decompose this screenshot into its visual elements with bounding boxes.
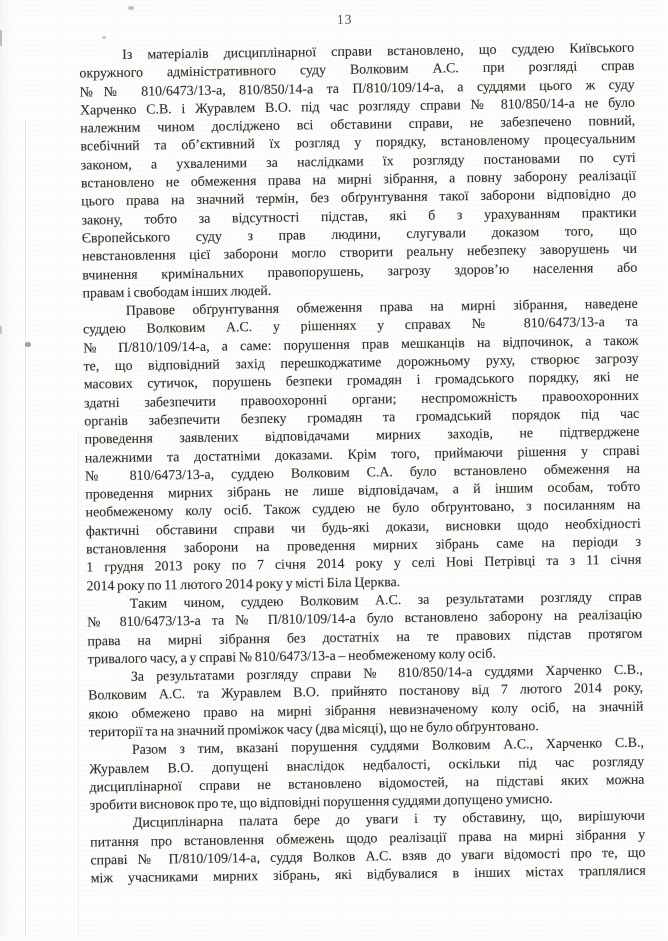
text-line: між учасниками мирних зібрань, які відбувалися в інших містах траплялися <box>90 864 646 887</box>
text-line: проведення мирних зібрань не лише відповідачам, а й іншим особам, тобто <box>85 479 641 503</box>
text-line: 1 грудня 2013 року по 7 січня 2014 року у селі Нові Петрівці та з 11 січня <box>86 553 642 576</box>
text-line: Правове обґрунтування обмеження права на мирні зібрання, наведене <box>125 296 638 320</box>
paragraph <box>90 808 646 889</box>
text-line: території та на значний проміжок часу (два місяці), що не було обґрунтовано. <box>88 719 539 741</box>
text-line: № 810/6473/13-а та № П/810/109/14-а було встановлено заборону на реалізацію <box>87 607 643 631</box>
text-line: 2014 року по 11 лютого 2014 року у місті Біла Церква. <box>86 574 401 595</box>
text-line: здатні забезпечити правоохоронні органи; неспроможність правоохоронних <box>83 388 640 412</box>
text-line: встановлено не обмеження права на мирні зібрання, а повну заборону реалізації <box>80 168 637 192</box>
text-line: № П/810/109/14-а, а саме: порушення прав мешканців на відпочинок, а також <box>83 333 639 357</box>
text-line: належними та достатніми доказами. Крім того, приймаючи рішення у справі <box>84 443 640 467</box>
text-line: Волковим А.С. та Журавлем В.О. прийнято постанову від 7 лютого 2014 року, <box>88 681 644 704</box>
text-line: правам і свободам інших людей. <box>82 283 272 302</box>
text-line: Разом з тим, вказані порушення суддями Волковим А.С., Харченко С.В., <box>131 735 644 759</box>
text-line: Журавлем В.О. допущені внаслідок недбалості, оскільки під час розгляду <box>89 754 645 778</box>
text-line: зробити висновок про те, що відповідні порушення суддями допущено умисно. <box>89 792 553 814</box>
text-line: права на мирні зібрання без достатніх на те правових підстав протягом <box>87 626 643 649</box>
text-line: суддею Волковим А.С. у рішеннях у справах № 810/6473/13-а та <box>82 315 639 338</box>
document-body <box>79 40 646 889</box>
text-line: проведення заявлених відповідачами мирних заходів, не підтверджене <box>84 424 640 448</box>
paragraph <box>87 589 643 670</box>
text-line: якою обмежено право на мирні зібрання невизначеному колу осіб, на значній <box>88 699 644 723</box>
text-line: законом, а ухваленими за наслідками їх розгляду постановами по суті <box>80 150 636 174</box>
text-line: вчинення кримінальних правопорушень, загрозу здоров’ю населення або <box>82 260 638 284</box>
text-line: Харченко С.В. і Журавлем В.О. під час розгляду справи № 810/850/14-а не було <box>79 95 636 119</box>
text-line: Із матеріалів дисциплінарної справи встановлено, що суддею Київського <box>122 40 635 63</box>
text-line: органів забезпечити безпеку громадян та громадський порядок під час <box>84 406 640 430</box>
paragraph <box>88 662 644 743</box>
text-line: Європейського суду з прав людини, слугували доказом того, що <box>81 223 637 247</box>
text-line: всебічний та об’єктивний їх розгляд у порядку, встановленому процесуальним <box>80 132 636 155</box>
text-line: цього права на значний термін, без обґрунтування такої заборони відповідно до <box>81 187 637 210</box>
paragraph <box>89 735 645 816</box>
text-line: фактичні обставини справи чи будь-які докази, висновки щодо необхідності <box>85 516 641 540</box>
text-line: справі № П/810/109/14-а, суддя Волков А.С. взяв до уваги відомості про те, що <box>90 845 646 869</box>
text-line: За результатами розгляду справи № 810/850/14-а суддями Харченко С.В., <box>130 662 643 685</box>
text-line: питання про встановлення обмежень щодо реалізації права на мирні зібрання у <box>90 827 646 851</box>
text-line: Таким чином, суддею Волковим А.С. за результатами розгляду справ <box>129 589 642 612</box>
paragraph <box>79 40 638 304</box>
text-line: встановлення заборони на проведення мирних зібрань саме на періоди з <box>86 534 642 558</box>
page-number: 13 <box>336 11 353 27</box>
text-line: закону, тобто за відсутності підстав, які б з урахуванням практики <box>81 205 637 229</box>
text-line: те, що відповідний захід перешкоджатиме дорожньому руху, створює загрозу <box>83 351 639 375</box>
text-line: Дисциплінарна палата бере до уваги і ту обставину, що, вирішуючи <box>132 809 646 832</box>
text-line: тривалого часу, а у справі № 810/6473/13-а – необмеженому колу осіб. <box>87 646 496 668</box>
text-line: окружного адміністративного суду Волковим А.С. при розгляді справ <box>79 59 635 82</box>
text-line: належним чином досліджено всі обставини справи, не забезпечено повний, <box>80 113 636 137</box>
text-line: №№ 810/6473/13-а, 810/850/14-а та П/810/109/14-а, а суддями цього ж суду <box>79 77 635 101</box>
paragraph <box>83 296 642 596</box>
text-line: № 810/6473/13-а, суддею Волковим С.А. було встановлено обмеження на <box>84 461 641 485</box>
text-line: необмеженому колу осіб. Також суддею не було обґрунтовано, з посиланням на <box>85 498 641 521</box>
text-line: невстановлення цієї заборони могло створити реальну небезпеку заворушень чи <box>81 242 638 265</box>
text-line: дисциплінарної справи не встановлено відомостей, на підставі яких можна <box>89 772 645 796</box>
text-line: масових сутичок, порушень безпеки громадян і громадського порядку, які не <box>83 370 639 393</box>
